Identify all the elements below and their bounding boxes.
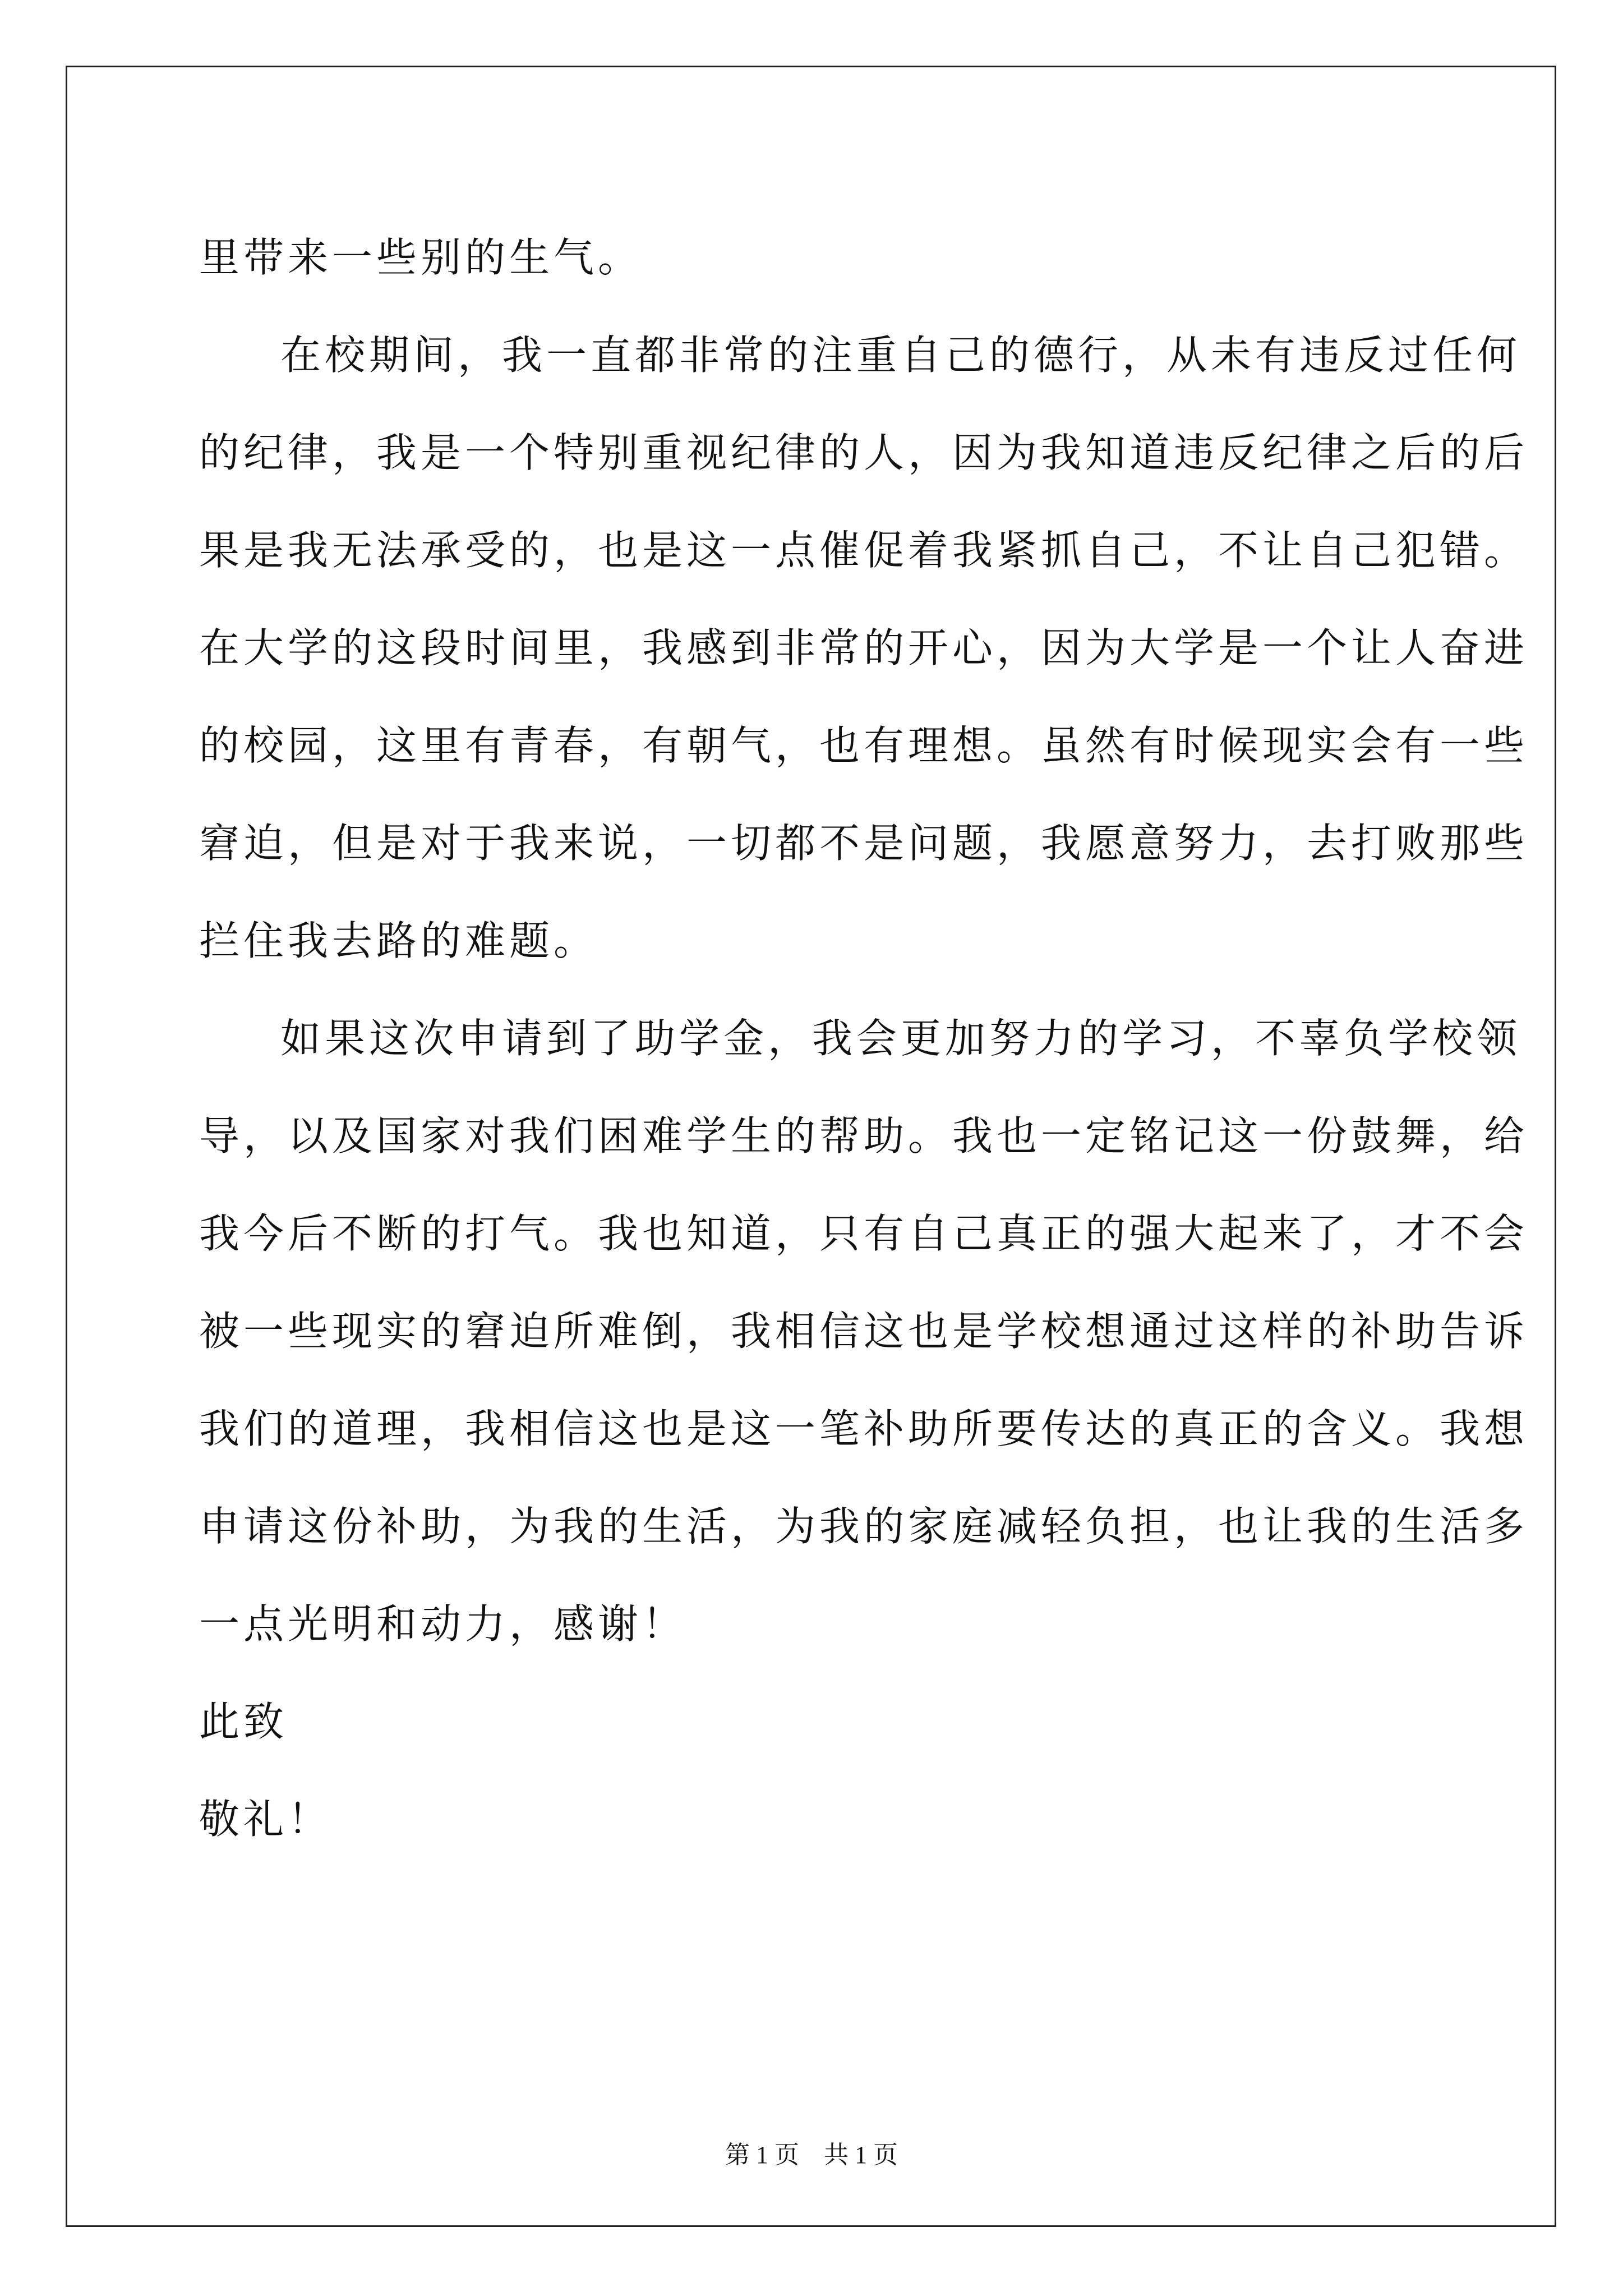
text-line: 我们的道理，我相信这也是这一笔补助所要传达的真正的含义。我想 <box>199 1405 1529 1452</box>
text-line: 申请这份补助，为我的生活，为我的家庭减轻负担，也让我的生活多 <box>199 1503 1529 1550</box>
page-number-footer: 第 1 页 共 1 页 <box>725 2141 898 2169</box>
text-line: 里带来一些别的生气。 <box>199 234 643 281</box>
closing-regards: 敬礼！ <box>199 1796 333 1843</box>
text-line: 的纪律，我是一个特别重视纪律的人，因为我知道违反纪律之后的后 <box>199 429 1529 476</box>
text-line: 拦住我去路的难题。 <box>199 917 598 964</box>
text-line: 被一些现实的窘迫所难倒，我相信这也是学校想通过这样的补助告诉 <box>199 1308 1529 1355</box>
text-line: 如果这次申请到了助学金，我会更加努力的学习，不辜负学校领 <box>280 1015 1521 1062</box>
text-line: 一点光明和动力，感谢！ <box>199 1600 687 1648</box>
document-body <box>199 209 1529 1868</box>
text-line: 在校期间，我一直都非常的注重自己的德行，从未有违反过任何 <box>280 332 1521 379</box>
text-line: 在大学的这段时间里，我感到非常的开心，因为大学是一个让人奋进 <box>199 624 1529 671</box>
text-line: 窘迫，但是对于我来说，一切都不是问题，我愿意努力，去打败那些 <box>199 820 1529 867</box>
closing-salutation: 此致 <box>199 1698 288 1745</box>
text-line: 我今后不断的打气。我也知道，只有自己真正的强大起来了，才不会 <box>199 1210 1529 1257</box>
text-line: 的校园，这里有青春，有朝气，也有理想。虽然有时候现实会有一些 <box>199 722 1529 769</box>
text-line: 导，以及国家对我们困难学生的帮助。我也一定铭记这一份鼓舞，给 <box>199 1112 1529 1159</box>
text-line: 果是我无法承受的，也是这一点催促着我紧抓自己，不让自己犯错。 <box>199 527 1529 574</box>
